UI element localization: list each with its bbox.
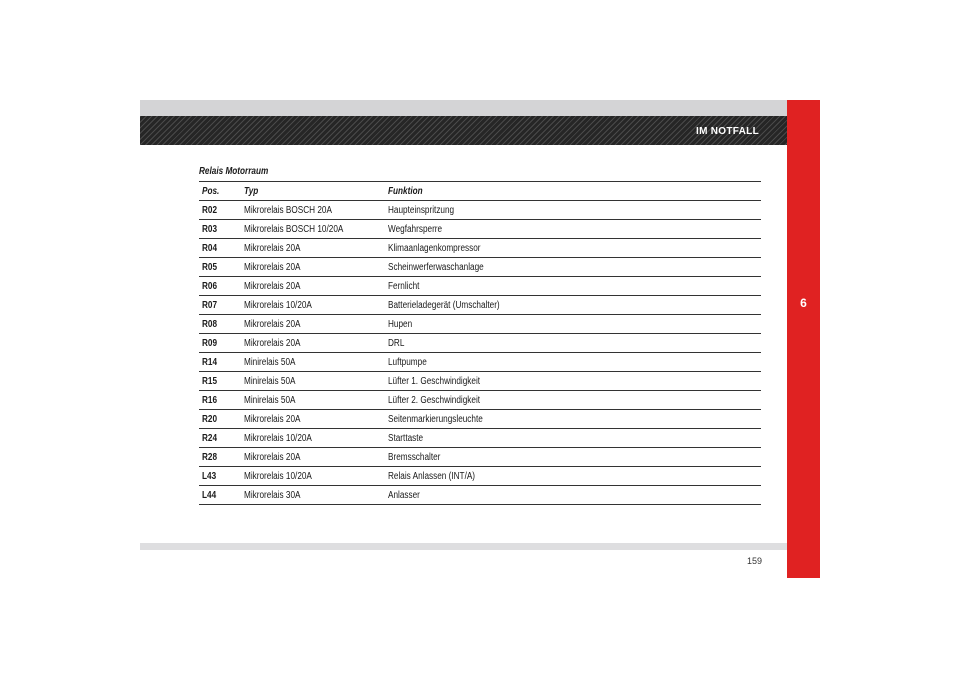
- relay-function: Hupen: [388, 319, 413, 330]
- relay-position: R16: [202, 395, 218, 406]
- relay-function: Starttaste: [388, 433, 424, 444]
- relay-table: [199, 181, 761, 505]
- table-row: [199, 372, 761, 391]
- bottom-gray-bar: [140, 543, 787, 550]
- relay-type: Mikrorelais 10/20A: [244, 471, 312, 482]
- chapter-number: 6: [800, 296, 807, 310]
- table-row: [199, 277, 761, 296]
- relay-function: Fernlicht: [388, 281, 420, 292]
- table-row: [199, 334, 761, 353]
- relay-position: R05: [202, 262, 218, 273]
- relay-position: L44: [202, 490, 217, 501]
- column-header-type: Typ: [244, 186, 259, 197]
- relay-function: Haupteinspritzung: [388, 205, 455, 216]
- column-header-function: Funktion: [388, 186, 423, 197]
- relay-type: Mikrorelais 20A: [244, 338, 301, 349]
- relay-position: R09: [202, 338, 218, 349]
- table-row: [199, 410, 761, 429]
- table-body: [199, 201, 761, 505]
- section-title: Relais Motorraum: [199, 166, 269, 177]
- relay-function: DRL: [388, 338, 405, 349]
- table-row: [199, 201, 761, 220]
- relay-type: Mikrorelais 20A: [244, 319, 301, 330]
- table-row: [199, 429, 761, 448]
- table-row: [199, 220, 761, 239]
- relay-function: Relais Anlassen (INT/A): [388, 471, 476, 482]
- table-row: [199, 353, 761, 372]
- table-row: [199, 258, 761, 277]
- relay-function: Klimaanlagenkompressor: [388, 243, 481, 254]
- relay-position: L43: [202, 471, 217, 482]
- relay-position: R28: [202, 452, 218, 463]
- relay-type: Mikrorelais 20A: [244, 243, 301, 254]
- relay-function: Lüfter 2. Geschwindigkeit: [388, 395, 481, 406]
- relay-position: R24: [202, 433, 218, 444]
- table-row: [199, 391, 761, 410]
- relay-type: Mikrorelais 20A: [244, 262, 301, 273]
- relay-function: Luftpumpe: [388, 357, 427, 368]
- table-row: [199, 486, 761, 505]
- relay-type: Mikrorelais BOSCH 20A: [244, 205, 332, 216]
- column-header-pos: Pos.: [202, 186, 220, 197]
- table-row: [199, 296, 761, 315]
- relay-type: Minirelais 50A: [244, 357, 296, 368]
- page-number: 159: [746, 556, 762, 566]
- relay-position: R07: [202, 300, 218, 311]
- relay-function: Scheinwerferwaschanlage: [388, 262, 484, 273]
- relay-type: Mikrorelais 30A: [244, 490, 301, 501]
- table-row: [199, 448, 761, 467]
- relay-type: Minirelais 50A: [244, 376, 296, 387]
- chapter-tab: [787, 100, 820, 578]
- relay-position: R04: [202, 243, 218, 254]
- relay-type: Mikrorelais 20A: [244, 281, 301, 292]
- relay-type: Minirelais 50A: [244, 395, 296, 406]
- relay-function: Seitenmarkierungsleuchte: [388, 414, 483, 425]
- relay-type: Mikrorelais 20A: [244, 452, 301, 463]
- relay-position: R06: [202, 281, 218, 292]
- table-row: [199, 239, 761, 258]
- relay-function: Bremsschalter: [388, 452, 441, 463]
- table-row: [199, 467, 761, 486]
- relay-position: R08: [202, 319, 218, 330]
- header-band: [140, 116, 787, 145]
- relay-type: Mikrorelais BOSCH 10/20A: [244, 224, 344, 235]
- relay-function: Wegfahrsperre: [388, 224, 443, 235]
- header-title: IM NOTFALL: [696, 126, 759, 137]
- top-gray-bar: [140, 100, 787, 116]
- relay-type: Mikrorelais 10/20A: [244, 433, 312, 444]
- relay-function: Batterieladegerät (Umschalter): [388, 300, 500, 311]
- relay-position: R14: [202, 357, 218, 368]
- relay-function: Anlasser: [388, 490, 420, 501]
- relay-position: R03: [202, 224, 218, 235]
- relay-position: R20: [202, 414, 218, 425]
- relay-type: Mikrorelais 10/20A: [244, 300, 312, 311]
- relay-position: R15: [202, 376, 218, 387]
- relay-position: R02: [202, 205, 218, 216]
- table-row: [199, 315, 761, 334]
- table-header-row: [199, 182, 761, 201]
- relay-type: Mikrorelais 20A: [244, 414, 301, 425]
- relay-function: Lüfter 1. Geschwindigkeit: [388, 376, 481, 387]
